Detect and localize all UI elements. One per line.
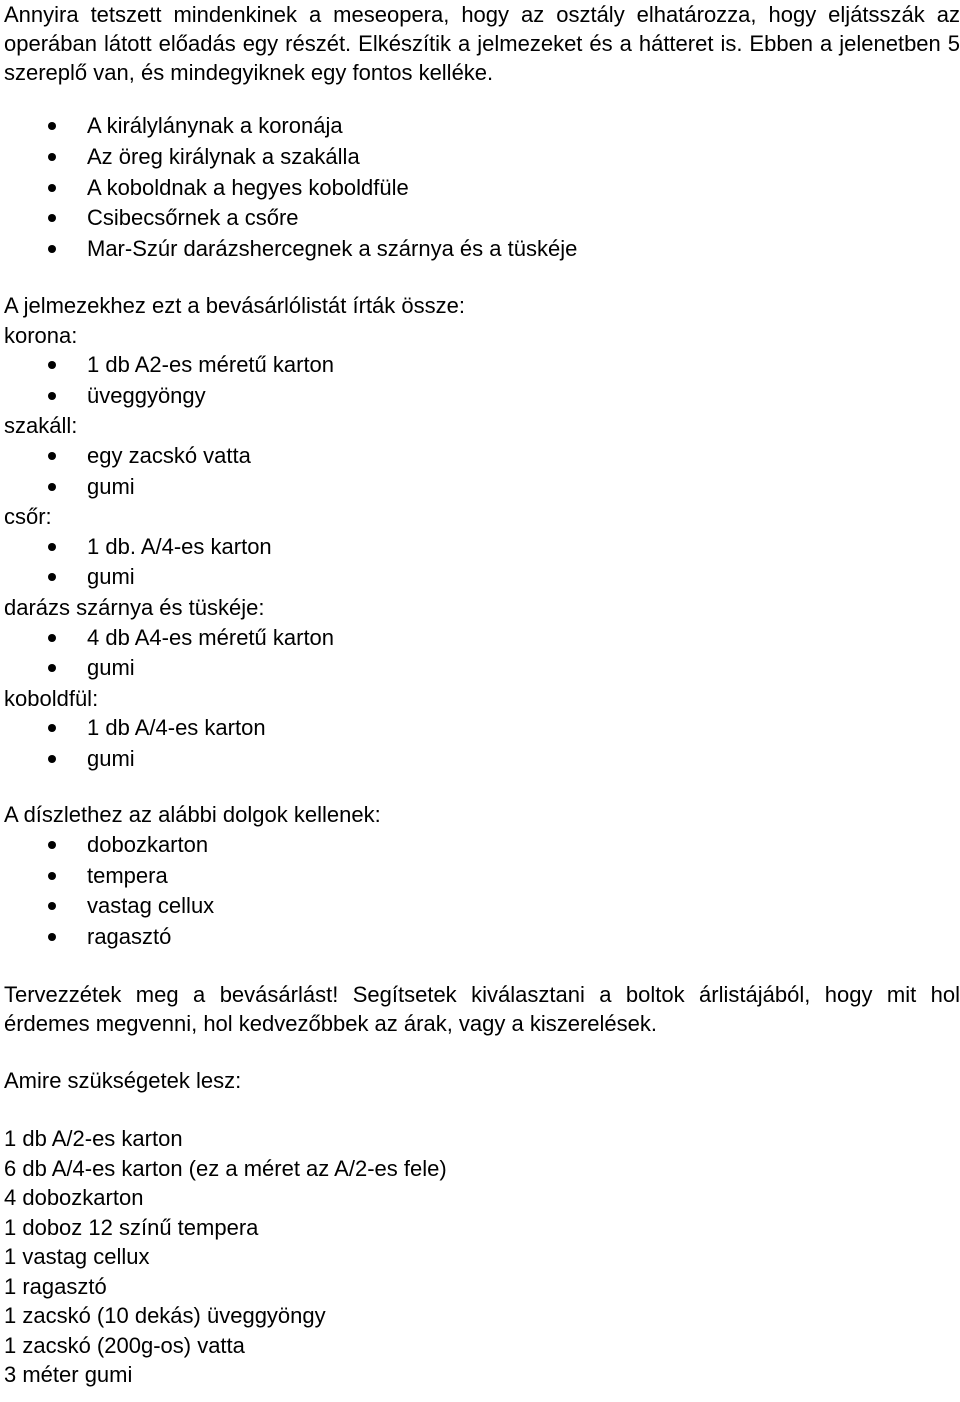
list-item: 1 ragasztó [4, 1273, 107, 1299]
list-item: Mar-Szúr darázshercegnek a szárnya és a tüskéje [4, 234, 960, 265]
list-item: 4 db A4-es méretű karton [4, 623, 960, 654]
list-item: 1 db A/2-es karton [4, 1126, 183, 1152]
costume-items [4, 532, 960, 593]
list-item: 1 db. A/4-es karton [4, 532, 960, 563]
list-item: tempera [4, 861, 960, 892]
costume-label: darázs szárnya és tüskéje: [4, 594, 265, 620]
list-item: 4 dobozkarton [4, 1185, 144, 1211]
intro-paragraph: Annyira tetszett mindenkinek a meseopera, hogy az osztály elhatározza, hogy eljátsszák az operában látott előadás egy részét. Elkészítik a jelmezeket és a hátteret is. Ebben a jelenetben 5 szereplő van, és mindegyiknek egy fontos kelléke. [4, 2, 960, 85]
list-item: 1 zacskó (200g-os) vatta [4, 1332, 245, 1358]
bullet-icon [48, 543, 56, 551]
list-item: gumi [4, 744, 960, 775]
list-item: 1 vastag cellux [4, 1244, 150, 1270]
bullet-icon [48, 724, 56, 732]
list-item: 6 db A/4-es karton (ez a méret az A/2-es fele) [4, 1155, 447, 1181]
costume-group [4, 684, 960, 775]
list-item: 1 db A/4-es karton [4, 713, 960, 744]
document-page [4, 0, 960, 1390]
list-item: gumi [4, 472, 960, 503]
bullet-icon [48, 573, 56, 581]
list-item: ragasztó [4, 922, 960, 953]
list-item: dobozkarton [4, 830, 960, 861]
costume-items [4, 713, 960, 774]
costume-label: korona: [4, 322, 78, 348]
bullet-icon [48, 122, 56, 130]
needs-intro: Amire szükségetek lesz: [4, 1068, 242, 1094]
costume-group [4, 411, 960, 502]
list-item: A királylánynak a koronája [4, 111, 960, 142]
bullet-icon [48, 392, 56, 400]
scenery-intro: A díszlethez az alábbi dolgok kellenek: [4, 802, 381, 828]
costume-group [4, 321, 960, 412]
list-item: gumi [4, 653, 960, 684]
costume-items [4, 441, 960, 502]
bullet-icon [48, 755, 56, 763]
bullet-icon [48, 153, 56, 161]
costume-items [4, 350, 960, 411]
bullet-icon [48, 245, 56, 253]
list-item: 1 doboz 12 színű tempera [4, 1214, 259, 1240]
bullet-icon [48, 184, 56, 192]
list-item: 1 db A2-es méretű karton [4, 350, 960, 381]
bullet-icon [48, 634, 56, 642]
props-list [4, 111, 960, 265]
list-item: egy zacskó vatta [4, 441, 960, 472]
list-item: Csibecsőrnek a csőre [4, 203, 960, 234]
list-item: A koboldnak a hegyes koboldfüle [4, 173, 960, 204]
shopping-list-intro: A jelmezekhez ezt a bevásárlólistát írták össze: [4, 292, 465, 318]
scenery-list [4, 830, 960, 952]
costume-label: szakáll: [4, 413, 78, 439]
task-paragraph: Tervezzétek meg a bevásárlást! Segítsetek kiválasztani a boltok árlistájából, hogy mit hol érdemes megvenni, hol kedvezőbbek az árak, vagy a kiszerelések. [4, 982, 960, 1037]
costume-label: csőr: [4, 504, 52, 530]
needs-list [4, 1124, 960, 1390]
bullet-icon [48, 214, 56, 222]
list-item: gumi [4, 562, 960, 593]
list-item: 1 zacskó (10 dekás) üveggyöngy [4, 1303, 326, 1329]
list-item: üveggyöngy [4, 381, 960, 412]
bullet-icon [48, 902, 56, 910]
costume-items [4, 623, 960, 684]
costume-group [4, 593, 960, 684]
bullet-icon [48, 452, 56, 460]
bullet-icon [48, 841, 56, 849]
bullet-icon [48, 933, 56, 941]
bullet-icon [48, 872, 56, 880]
list-item: Az öreg királynak a szakálla [4, 142, 960, 173]
bullet-icon [48, 664, 56, 672]
bullet-icon [48, 483, 56, 491]
costume-label: koboldfül: [4, 685, 99, 711]
list-item: 3 méter gumi [4, 1362, 133, 1388]
bullet-icon [48, 361, 56, 369]
costume-group [4, 502, 960, 593]
list-item: vastag cellux [4, 891, 960, 922]
